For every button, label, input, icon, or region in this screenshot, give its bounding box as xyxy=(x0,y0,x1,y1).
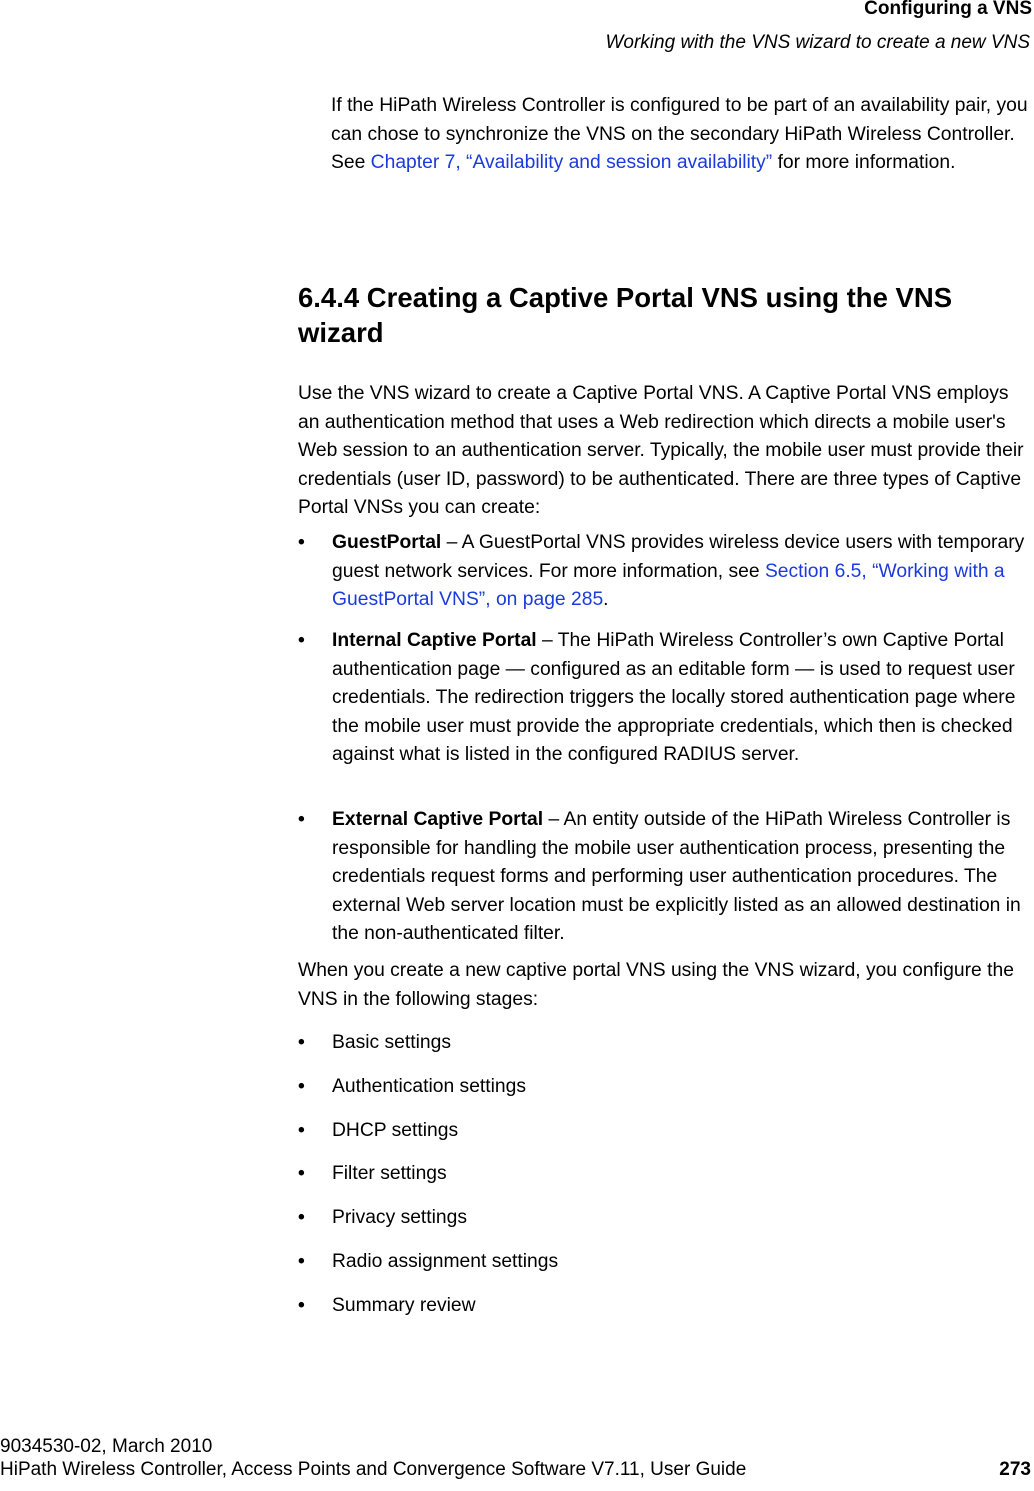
description-paragraph: Use the VNS wizard to create a Captive Portal VNS. A Captive Portal VNS employs an authentication method that uses a Web redirection which directs a mobile user's Web session to an authentication server. Typically, the mobile user must provide their credentials (user ID, password) to be authenticated. There are three types of Captive Portal VNSs you can create: xyxy=(298,383,1024,518)
stage-label: Radio assignment settings xyxy=(332,1251,559,1272)
term: GuestPortal xyxy=(332,532,442,553)
stage-label: Authentication settings xyxy=(332,1076,527,1097)
term: External Captive Portal xyxy=(332,809,544,830)
intro-text-after: for more information. xyxy=(772,152,956,173)
bullet-icon: • xyxy=(298,1032,305,1053)
chapter-7-link[interactable]: Chapter 7, “Availability and session availability” xyxy=(370,152,773,173)
description: – A GuestPortal VNS provides wireless device users with temporary guest network services. For more information, see xyxy=(332,532,1025,582)
stage-item xyxy=(298,1029,451,1058)
stage-label: Filter settings xyxy=(332,1163,447,1184)
stage-item xyxy=(298,1160,447,1189)
stage-label: DHCP settings xyxy=(332,1120,459,1141)
page-number: 273 xyxy=(999,1459,1031,1480)
bullet-icon: • xyxy=(298,630,305,651)
stages-intro: When you create a new captive portal VNS using the VNS wizard, you configure the VNS in the following stages: xyxy=(298,960,1014,1010)
punct: . xyxy=(603,589,609,610)
intro-paragraph xyxy=(331,92,1031,178)
stage-item xyxy=(298,1073,526,1102)
bullet-icon: • xyxy=(298,809,305,830)
stage-item xyxy=(298,1248,558,1277)
bullet-icon: • xyxy=(298,1295,305,1316)
section-6-5-link[interactable]: Section 6.5, “Working with a GuestPortal VNS”, on page 285 xyxy=(332,560,1005,610)
term: Internal Captive Portal xyxy=(332,630,537,651)
bullet-icon: • xyxy=(298,1251,305,1272)
bullet-icon: • xyxy=(298,1163,305,1184)
description: – An entity outside of the HiPath Wireless Controller is responsible for handling the mobile user authentication process, presenting the credentials request forms and performing user authentication procedures. The external Web server location must be explicitly listed as an allowed destination in the non-authenticated filter. xyxy=(332,809,1021,944)
bullet-icon: • xyxy=(298,532,305,553)
bullet-icon: • xyxy=(298,1207,305,1228)
intro-text: If the HiPath Wireless Controller is configured to be part of an availability pair, you can chose to synchronize the VNS on the secondary HiPath Wireless Controller. See xyxy=(331,95,1028,173)
chapter-title: Configuring a VNS xyxy=(864,0,1032,19)
stage-label: Privacy settings xyxy=(332,1207,468,1228)
section-heading: 6.4.4 Creating a Captive Portal VNS using the VNS wizard xyxy=(298,282,953,348)
stage-label: Basic settings xyxy=(332,1032,451,1053)
bullet-icon: • xyxy=(298,1076,305,1097)
stage-item xyxy=(298,1117,458,1146)
stage-item xyxy=(298,1292,476,1321)
section-title: Working with the VNS wizard to create a new VNS xyxy=(605,32,1030,53)
stage-item xyxy=(298,1204,467,1233)
doc-id: 9034530-02, March 2010 xyxy=(0,1436,213,1457)
stage-label: Summary review xyxy=(332,1295,476,1316)
guide-title: HiPath Wireless Controller, Access Points and Convergence Software V7.11, User Guide xyxy=(0,1459,747,1480)
bullet-icon: • xyxy=(298,1120,305,1141)
description: – The HiPath Wireless Controller’s own Captive Portal authentication page — configured as an editable form — is used to request user credentials. The redirection triggers the locally stored authentication page where the mobile user must provide the appropriate credentials, which then is checked against what is listed in the configured RADIUS server. xyxy=(332,630,1016,765)
